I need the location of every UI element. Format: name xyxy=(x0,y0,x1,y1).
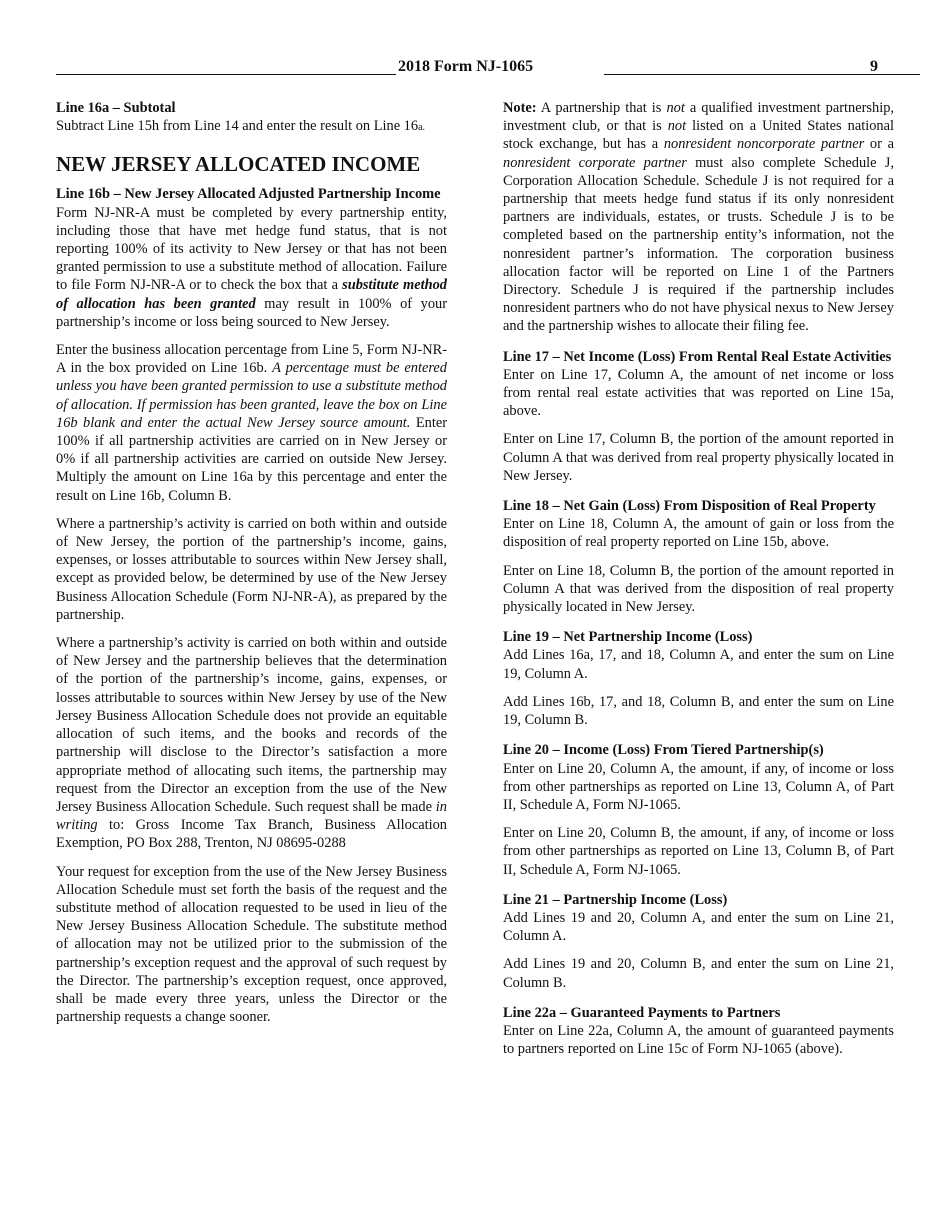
line-16b-paragraph-5: Your request for exception from the use of the New Jersey Business Allocation Schedule must set forth the basis of the request and the substitute method of allocation requested to be used in lieu of the New Jersey Business Allocation Schedule. The substitute method of allocation may not be utilized prior to the submission of the partnership’s exception request and the approval of such request by the Director. The partnership’s exception request, once approved, shall be made every three years, unless the Director or the partnership requests a change sooner. xyxy=(56,863,447,1026)
note-paragraph: Note: A partnership that is not a qualified investment partnership, investment club, or that is not listed on a United States national stock exchange, but has a nonresident noncorporate partner or a nonresident corporate partner must also complete Schedule J, Corporation Allocation Schedule. Schedule J is not required for a partnership that meets hedge fund status if its only nonresident partners are individuals, estates, or trusts. Schedule J is to be completed based on the partnership entity’s information, not the nonresident partner’s information. The corporation business allocation factor will be reported on Line 1 of the Partners Directory. Schedule J is required if the partnership includes nonresident partners who do not have physical nexus to New Jersey and the partnership wishes to allocate their filing fee. xyxy=(503,100,894,335)
header-rule-left xyxy=(56,74,396,75)
line-19-heading: Line 19 – Net Partnership Income (Loss) xyxy=(503,629,753,646)
line-21-paragraph-1: Add Lines 19 and 20, Column A, and enter the sum on Line 21, Column A. xyxy=(503,909,894,945)
line-22a-paragraph-1: Enter on Line 22a, Column A, the amount of guaranteed payments to partners reported on Line 15c of Form NJ-1065 (above). xyxy=(503,1022,894,1058)
line-16b-paragraph-1: Form NJ-NR-A must be completed by every partnership entity, including those that have met hedge fund status, that is not reporting 100% of its activity to New Jersey or that has not been granted permission to use a substitute method of allocation. Failure to file Form NJ-NR-A or to check the box that a substitute method of allocation has been granted may result in 100% of your partnership’s income or loss being sourced to New Jersey. xyxy=(56,204,448,330)
line-22a-heading: Line 22a – Guaranteed Payments to Partners xyxy=(503,1004,781,1021)
line-17-paragraph-1: Enter on Line 17, Column A, the amount of net income or loss from rental real estate activities that was reported on Line 15a, above. xyxy=(503,366,894,420)
line-16b-paragraph-4: Where a partnership’s activity is carried on both within and outside of New Jersey and the partnership believes that the determination of the portion of the partnership’s income, gains, expenses, or losses attributable to sources within New Jersey by use of the New Jersey Business Allocation Schedule does not provide an equitable allocation of such items, and the books and records of the partnership will disclose to the Director’s satisfaction a more appropriate method of allocating such items, the partnership may request from the Director an exception from the use of the New Jersey Business Allocation Schedule. Such request shall be made in writing to: Gross Income Tax Branch, Business Allocation Exemption, PO Box 288, Trenton, NJ 08695-0288 xyxy=(56,635,447,852)
line-16a-text: Subtract Line 15h from Line 14 and enter the result on Line 16a. xyxy=(56,118,426,135)
line-18-heading: Line 18 – Net Gain (Loss) From Disposition of Real Property xyxy=(503,498,876,515)
line-17-heading: Line 17 – Net Income (Loss) From Rental Real Estate Activities xyxy=(503,348,892,365)
line-20-paragraph-2: Enter on Line 20, Column B, the amount, if any, of income or loss from other partnerships as reported on Line 13, Column B, of Part II, Schedule A, Form NJ-1065. xyxy=(503,825,894,878)
page-header xyxy=(56,57,878,77)
line-19-paragraph-2: Add Lines 16b, 17, and 18, Column B, and enter the sum on Line 19, Column B. xyxy=(503,693,894,729)
line-21-paragraph-2: Add Lines 19 and 20, Column B, and enter the sum on Line 21, Column B. xyxy=(503,956,894,991)
line-17-paragraph-2: Enter on Line 17, Column B, the portion of the amount reported in Column A that was derived from real property physically located in New Jersey. xyxy=(503,431,894,484)
line-20-paragraph-1: Enter on Line 20, Column A, the amount, if any, of income or loss from other partnerships as reported on Line 13, Column A, of Part II, Schedule A, Form NJ-1065. xyxy=(503,760,894,813)
left-column xyxy=(56,99,447,1036)
line-16a-heading: Line 16a – Subtotal xyxy=(56,100,176,116)
line-21-heading: Line 21 – Partnership Income (Loss) xyxy=(503,891,728,908)
line-18-paragraph-2: Enter on Line 18, Column B, the portion of the amount reported in Column A that was derived from the disposition of real property physically located in New Jersey. xyxy=(503,562,894,616)
section-title: NEW JERSEY ALLOCATED INCOME xyxy=(56,152,421,177)
line-20-heading: Line 20 – Income (Loss) From Tiered Partnership(s) xyxy=(503,742,824,759)
line-18-paragraph-1: Enter on Line 18, Column A, the amount of gain or loss from the disposition of real property reported on Line 15b, above. xyxy=(503,516,894,551)
line-16b-paragraph-2: Enter the business allocation percentage from Line 5, Form NJ-NR-A in the box provided on Line 16b. A percentage must be entered unless you have been granted permission to use a substitute method of allocation. If permission has been granted, leave the box on Line 16b blank and enter the actual New Jersey source amount. Enter 100% if all partnership activities are carried on in New Jersey or 0% if all partnership activities are carried on outside New Jersey. Multiply the amount on Line 16a by this percentage and enter the result on Line 16b, Column B. xyxy=(56,342,448,504)
line-19-paragraph-1: Add Lines 16a, 17, and 18, Column A, and enter the sum on Line 19, Column A. xyxy=(503,647,894,682)
right-column xyxy=(503,99,894,1068)
page-number: 9 xyxy=(870,58,878,75)
line-16b-paragraph-3: Where a partnership’s activity is carried on both within and outside of New Jersey, the portion of the partnership’s income, gains, expenses, or losses attributable to sources within New Jersey shall, except as provided below, be determined by use of the New Jersey Business Allocation Schedule (Form NJ-NR-A), as prepared by the partnership. xyxy=(56,515,447,623)
page-title: 2018 Form NJ-1065 xyxy=(398,58,534,75)
line-16b-heading: Line 16b – New Jersey Allocated Adjusted Partnership Income xyxy=(56,186,441,203)
